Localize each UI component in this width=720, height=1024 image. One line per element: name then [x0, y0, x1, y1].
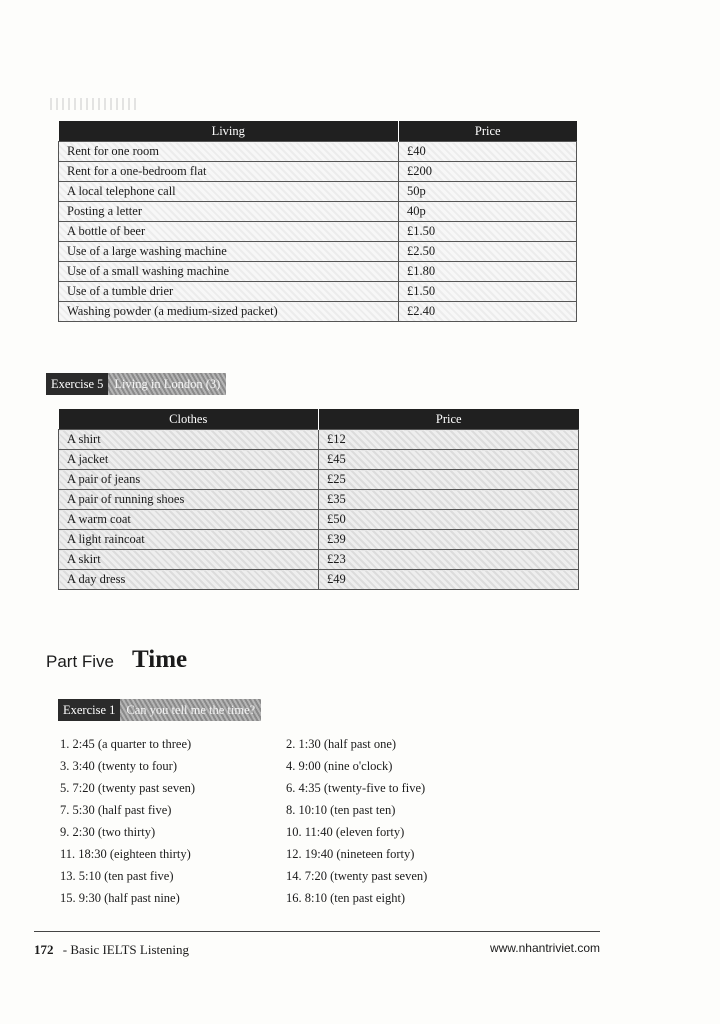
item-cell: Posting a letter — [59, 202, 399, 222]
item-cell: A pair of jeans — [59, 470, 319, 490]
answer-item: 11. 18:30 (eighteen thirty) — [60, 847, 191, 861]
part-title: Time — [132, 646, 188, 673]
table-row — [59, 182, 577, 202]
answer-item: 14. 7:20 (twenty past seven) — [286, 869, 428, 883]
exercise-title: Can you tell me the time? — [126, 702, 256, 717]
price-cell: 40p — [399, 202, 577, 222]
part-heading — [46, 646, 187, 674]
table-row — [59, 450, 579, 470]
column-header-price: Price — [399, 121, 577, 142]
table-row — [59, 510, 579, 530]
table-row — [59, 262, 577, 282]
price-cell: £1.50 — [399, 222, 577, 242]
footer-left — [34, 942, 189, 958]
exercise-1-banner — [58, 699, 261, 721]
item-cell: Use of a large washing machine — [59, 242, 399, 262]
answer-item: 8. 10:10 (ten past ten) — [286, 803, 396, 817]
table-row — [59, 142, 577, 162]
answer-item: 6. 4:35 (twenty-five to five) — [286, 781, 426, 795]
book-title: - Basic IELTS Listening — [62, 942, 190, 957]
table-row — [59, 222, 577, 242]
table-row — [59, 430, 579, 450]
answer-item: 2. 1:30 (half past one) — [286, 737, 397, 751]
price-cell: £2.50 — [399, 242, 577, 262]
answer-item: 9. 2:30 (two thirty) — [60, 825, 156, 839]
answer-item: 1. 2:45 (a quarter to three) — [60, 737, 192, 751]
table-row — [59, 470, 579, 490]
clothes-price-table — [58, 409, 579, 590]
price-cell: £40 — [399, 142, 577, 162]
table-row — [59, 202, 577, 222]
exercise-number: Exercise 5 — [46, 373, 108, 395]
answer-item: 12. 19:40 (nineteen forty) — [286, 847, 415, 861]
answer-item: 13. 5:10 (ten past five) — [60, 869, 174, 883]
price-cell: £39 — [319, 530, 579, 550]
answer-item: 3. 3:40 (twenty to four) — [60, 759, 177, 773]
part-label: Part Five — [46, 652, 115, 671]
price-cell: £45 — [319, 450, 579, 470]
item-cell: A pair of running shoes — [59, 490, 319, 510]
price-cell: £1.50 — [399, 282, 577, 302]
answer-list — [60, 733, 480, 909]
answer-item: 15. 9:30 (half past nine) — [60, 891, 180, 905]
scan-speckle — [50, 98, 140, 110]
table-row — [59, 242, 577, 262]
column-header-living: Living — [59, 121, 399, 142]
answer-item: 10. 11:40 (eleven forty) — [286, 825, 405, 839]
price-cell: £23 — [319, 550, 579, 570]
item-cell: A skirt — [59, 550, 319, 570]
footer-divider — [34, 931, 600, 932]
price-cell: £50 — [319, 510, 579, 530]
page-number: 172 — [34, 942, 54, 957]
table-header-row — [59, 409, 579, 430]
item-cell: A jacket — [59, 450, 319, 470]
item-cell: A bottle of beer — [59, 222, 399, 242]
footer-website: www.nhantriviet.com — [489, 941, 600, 955]
price-cell: £200 — [399, 162, 577, 182]
exercise-5-banner — [46, 373, 226, 395]
exercise-title: Living in London (3) — [114, 376, 221, 391]
item-cell: Use of a small washing machine — [59, 262, 399, 282]
item-cell: Use of a tumble drier — [59, 282, 399, 302]
column-header-clothes: Clothes — [59, 409, 319, 430]
answer-item: 4. 9:00 (nine o'clock) — [286, 759, 393, 773]
item-cell: A day dress — [59, 570, 319, 590]
table-row — [59, 570, 579, 590]
table-row — [59, 162, 577, 182]
answer-item: 5. 7:20 (twenty past seven) — [60, 781, 196, 795]
table-row — [59, 530, 579, 550]
price-cell: 50p — [399, 182, 577, 202]
price-cell: £25 — [319, 470, 579, 490]
price-cell: £12 — [319, 430, 579, 450]
item-cell: A shirt — [59, 430, 319, 450]
column-header-price: Price — [319, 409, 579, 430]
price-cell: £1.80 — [399, 262, 577, 282]
table-row — [59, 282, 577, 302]
exercise-number: Exercise 1 — [58, 699, 120, 721]
answer-item: 16. 8:10 (ten past eight) — [286, 891, 406, 905]
living-price-table — [58, 121, 577, 322]
table-row — [59, 302, 577, 322]
item-cell: A light raincoat — [59, 530, 319, 550]
table-header-row — [59, 121, 577, 142]
item-cell: A warm coat — [59, 510, 319, 530]
item-cell: Rent for a one-bedroom flat — [59, 162, 399, 182]
table-row — [59, 490, 579, 510]
item-cell: Washing powder (a medium-sized packet) — [59, 302, 399, 322]
item-cell: Rent for one room — [59, 142, 399, 162]
item-cell: A local telephone call — [59, 182, 399, 202]
price-cell: £49 — [319, 570, 579, 590]
answer-item: 7. 5:30 (half past five) — [60, 803, 172, 817]
price-cell: £35 — [319, 490, 579, 510]
table-row — [59, 550, 579, 570]
price-cell: £2.40 — [399, 302, 577, 322]
